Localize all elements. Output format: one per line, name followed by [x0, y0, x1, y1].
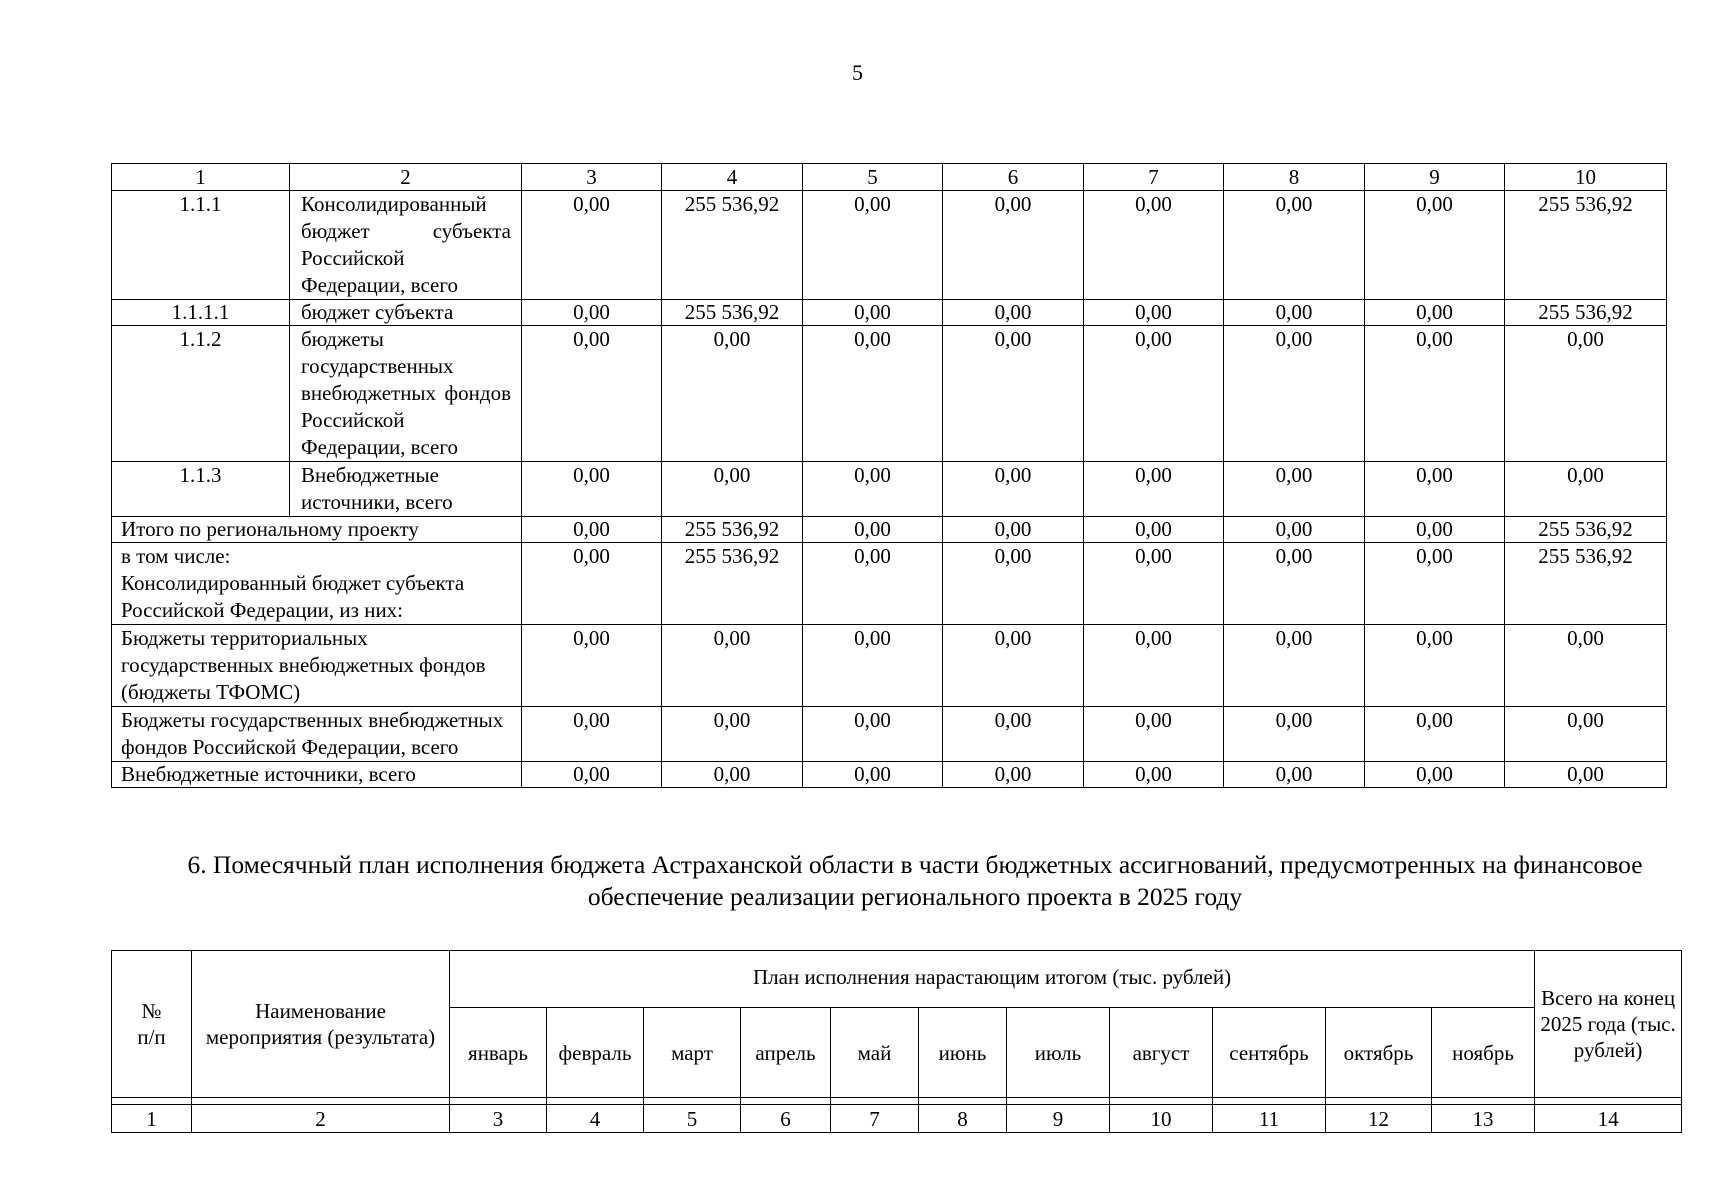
header-gap-cell [1007, 1098, 1110, 1105]
header-gap-cell [831, 1098, 919, 1105]
plan-column-number: 10 [1110, 1105, 1213, 1133]
budget-table-header [112, 164, 1667, 191]
total-value: 0,00 [1224, 517, 1365, 543]
total-value: 255 536,92 [1505, 517, 1667, 543]
plan-header-name: Наименование мероприятия (результата) [192, 951, 450, 1098]
total-value: 0,00 [522, 707, 662, 762]
header-gap-cell [1432, 1098, 1535, 1105]
header-gap-cell [644, 1098, 741, 1105]
row-value: 0,00 [1365, 462, 1505, 517]
header-gap-cell [192, 1098, 450, 1105]
total-value: 255 536,92 [662, 517, 803, 543]
row-value: 0,00 [522, 462, 662, 517]
row-code: 1.1.1.1 [112, 300, 290, 326]
row-value: 0,00 [522, 326, 662, 462]
header-gap-cell [1110, 1098, 1213, 1105]
row-code: 1.1.3 [112, 462, 290, 517]
row-value: 0,00 [1084, 191, 1224, 300]
plan-header-total: Всего на конец 2025 года (тыс. рублей) [1535, 951, 1682, 1098]
total-value: 0,00 [943, 762, 1084, 788]
row-value: 0,00 [1505, 326, 1667, 462]
plan-column-number: 12 [1326, 1105, 1432, 1133]
total-label: Бюджеты государственных внебюджетных фондов Российской Федерации, всего [112, 707, 522, 762]
row-value: 0,00 [1084, 326, 1224, 462]
budget-row [112, 326, 1667, 462]
row-value: 0,00 [1084, 300, 1224, 326]
budget-column-number: 2 [290, 164, 522, 191]
header-gap-cell [1213, 1098, 1326, 1105]
total-value: 0,00 [522, 762, 662, 788]
total-label: Внебюджетные источники, всего [112, 762, 522, 788]
total-value: 0,00 [1084, 517, 1224, 543]
row-value: 0,00 [1365, 326, 1505, 462]
budget-total-row [112, 762, 1667, 788]
row-value: 0,00 [1365, 191, 1505, 300]
row-value: 0,00 [1224, 300, 1365, 326]
total-value: 0,00 [522, 625, 662, 707]
total-value: 0,00 [1224, 707, 1365, 762]
header-gap-cell [450, 1098, 547, 1105]
month-header: май [831, 1008, 919, 1098]
total-value: 0,00 [662, 707, 803, 762]
total-value: 0,00 [943, 707, 1084, 762]
row-value: 0,00 [803, 300, 943, 326]
row-name: Консолидированный бюджет субъекта Российской Федерации, всего [290, 191, 522, 300]
plan-column-number: 3 [450, 1105, 547, 1133]
header-gap-cell [741, 1098, 831, 1105]
budget-total-row [112, 517, 1667, 543]
budget-column-number: 1 [112, 164, 290, 191]
total-value: 0,00 [943, 625, 1084, 707]
total-value: 0,00 [1365, 625, 1505, 707]
total-value: 0,00 [1365, 707, 1505, 762]
month-header: ноябрь [1432, 1008, 1535, 1098]
row-value: 0,00 [522, 191, 662, 300]
header-gap-cell [547, 1098, 644, 1105]
header-gap-cell [112, 1098, 192, 1105]
month-header: апрель [741, 1008, 831, 1098]
plan-column-number: 9 [1007, 1105, 1110, 1133]
row-code: 1.1.2 [112, 326, 290, 462]
total-value: 0,00 [803, 625, 943, 707]
total-value: 0,00 [662, 625, 803, 707]
row-value: 0,00 [1224, 462, 1365, 517]
row-value: 0,00 [662, 462, 803, 517]
total-value: 0,00 [1084, 707, 1224, 762]
row-value: 0,00 [803, 191, 943, 300]
month-header: июнь [919, 1008, 1007, 1098]
budget-column-number: 8 [1224, 164, 1365, 191]
plan-column-number: 1 [112, 1105, 192, 1133]
row-value: 0,00 [803, 326, 943, 462]
row-value: 255 536,92 [662, 300, 803, 326]
section-heading: 6. Помесячный план исполнения бюджета Астраханской области в части бюджетных ассигнований, предусмотренных на финансовое обеспечение реализации регионального проекта в 2025 году [187, 850, 1643, 911]
total-value: 0,00 [1224, 543, 1365, 625]
total-value: 0,00 [1084, 625, 1224, 707]
budget-row [112, 462, 1667, 517]
row-value: 0,00 [943, 300, 1084, 326]
total-value: 255 536,92 [1505, 543, 1667, 625]
row-value: 0,00 [1505, 462, 1667, 517]
total-value: 0,00 [1505, 707, 1667, 762]
budget-column-number: 7 [1084, 164, 1224, 191]
total-value: 0,00 [522, 517, 662, 543]
total-value: 0,00 [803, 543, 943, 625]
header-gap-cell [1535, 1098, 1682, 1105]
budget-column-number: 3 [522, 164, 662, 191]
row-name: бюджеты государственных внебюджетных фондов Российской Федерации, всего [290, 326, 522, 462]
total-label: Бюджеты территориальных государственных внебюджетных фондов (бюджеты ТФОМС) [112, 625, 522, 707]
row-value: 0,00 [943, 191, 1084, 300]
row-value: 255 536,92 [1505, 300, 1667, 326]
total-value: 0,00 [1505, 625, 1667, 707]
total-value: 0,00 [522, 543, 662, 625]
plan-column-number: 11 [1213, 1105, 1326, 1133]
month-header: октябрь [1326, 1008, 1432, 1098]
row-value: 0,00 [522, 300, 662, 326]
budget-column-number: 9 [1365, 164, 1505, 191]
row-code: 1.1.1 [112, 191, 290, 300]
total-value: 0,00 [943, 517, 1084, 543]
row-value: 0,00 [943, 326, 1084, 462]
budget-column-number: 6 [943, 164, 1084, 191]
month-header: июль [1007, 1008, 1110, 1098]
budget-column-number: 4 [662, 164, 803, 191]
total-value: 0,00 [1365, 543, 1505, 625]
total-value: 0,00 [1084, 543, 1224, 625]
month-header: август [1110, 1008, 1213, 1098]
row-value: 255 536,92 [1505, 191, 1667, 300]
plan-column-number: 8 [919, 1105, 1007, 1133]
total-value: 0,00 [662, 762, 803, 788]
plan-column-number: 5 [644, 1105, 741, 1133]
total-value: 0,00 [803, 517, 943, 543]
plan-column-number: 7 [831, 1105, 919, 1133]
budget-row [112, 191, 1667, 300]
budget-total-row [112, 543, 1667, 625]
row-name: Внебюджетные источники, всего [290, 462, 522, 517]
total-value: 0,00 [803, 707, 943, 762]
plan-header-number: № п/п [112, 951, 192, 1098]
total-value: 0,00 [943, 543, 1084, 625]
row-name: бюджет субъекта [290, 300, 522, 326]
budget-column-number: 5 [803, 164, 943, 191]
row-value: 255 536,92 [662, 191, 803, 300]
header-gap-cell [919, 1098, 1007, 1105]
plan-column-number: 2 [192, 1105, 450, 1133]
header-gap-cell [1326, 1098, 1432, 1105]
total-value: 0,00 [1084, 762, 1224, 788]
row-value: 0,00 [943, 462, 1084, 517]
monthly-plan-table [111, 950, 1682, 1133]
total-value: 0,00 [1224, 625, 1365, 707]
row-value: 0,00 [1224, 326, 1365, 462]
total-value: 0,00 [1505, 762, 1667, 788]
row-value: 0,00 [1365, 300, 1505, 326]
row-value: 0,00 [1084, 462, 1224, 517]
month-header: январь [450, 1008, 547, 1098]
plan-column-number: 13 [1432, 1105, 1535, 1133]
plan-column-number: 14 [1535, 1105, 1682, 1133]
total-value: 255 536,92 [662, 543, 803, 625]
total-label: в том числе: Консолидированный бюджет субъекта Российской Федерации, из них: [112, 543, 522, 625]
total-value: 0,00 [803, 762, 943, 788]
row-value: 0,00 [662, 326, 803, 462]
total-value: 0,00 [1365, 517, 1505, 543]
row-value: 0,00 [803, 462, 943, 517]
plan-header-group: План исполнения нарастающим итогом (тыс. рублей) [450, 951, 1535, 1008]
plan-column-number: 6 [741, 1105, 831, 1133]
budget-total-row [112, 707, 1667, 762]
page-number: 5 [852, 60, 863, 85]
plan-column-number: 4 [547, 1105, 644, 1133]
budget-column-number: 10 [1505, 164, 1667, 191]
total-value: 0,00 [1224, 762, 1365, 788]
month-header: сентябрь [1213, 1008, 1326, 1098]
row-value: 0,00 [1224, 191, 1365, 300]
month-header: февраль [547, 1008, 644, 1098]
budget-row [112, 300, 1667, 326]
budget-table [111, 163, 1667, 788]
total-label: Итого по региональному проекту [112, 517, 522, 543]
total-value: 0,00 [1365, 762, 1505, 788]
month-header: март [644, 1008, 741, 1098]
budget-total-row [112, 625, 1667, 707]
